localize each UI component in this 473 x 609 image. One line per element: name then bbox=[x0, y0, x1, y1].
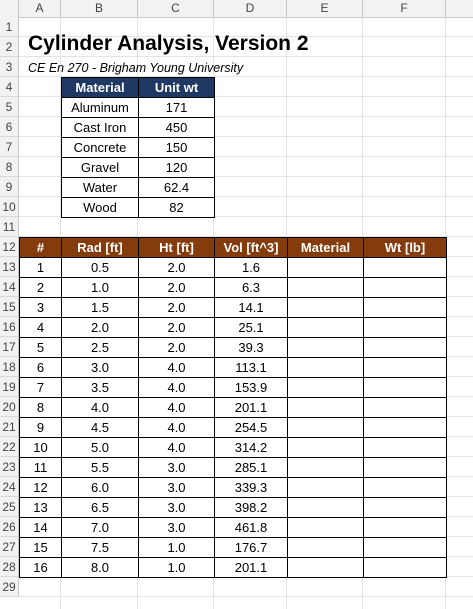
row-header-9[interactable]: 9 bbox=[0, 177, 19, 197]
cylinder-table-cell[interactable] bbox=[363, 337, 447, 358]
cylinder-table-header[interactable]: Vol [ft^3] bbox=[214, 237, 288, 258]
cylinder-table-cell[interactable]: 25.1 bbox=[214, 317, 288, 338]
cylinder-table-cell[interactable]: 14 bbox=[19, 517, 62, 538]
cylinder-table-cell[interactable]: 339.3 bbox=[214, 477, 288, 498]
row-header-1[interactable]: 1 bbox=[0, 17, 19, 37]
gridline-horizontal bbox=[19, 596, 473, 597]
row-header-18[interactable]: 18 bbox=[0, 357, 19, 377]
column-header-c[interactable]: C bbox=[138, 0, 214, 17]
cylinder-table-cell[interactable]: 15 bbox=[19, 537, 62, 558]
row-header-28[interactable]: 28 bbox=[0, 557, 19, 577]
cylinder-table-cell[interactable]: 3.0 bbox=[138, 497, 215, 518]
material-table-cell[interactable]: Gravel bbox=[61, 157, 139, 178]
cylinder-table-cell[interactable] bbox=[287, 497, 364, 518]
cylinder-table-cell[interactable]: 314.2 bbox=[214, 437, 288, 458]
cylinder-table-cell[interactable]: 6.3 bbox=[214, 277, 288, 298]
column-header-d[interactable]: D bbox=[214, 0, 287, 17]
cylinder-table-cell[interactable]: 39.3 bbox=[214, 337, 288, 358]
cylinder-table-cell[interactable]: 12 bbox=[19, 477, 62, 498]
cylinder-table-header[interactable]: # bbox=[19, 237, 62, 258]
cylinder-table-cell[interactable]: 3.5 bbox=[61, 377, 139, 398]
cylinder-table-cell[interactable]: 113.1 bbox=[214, 357, 288, 378]
cylinder-table-cell[interactable] bbox=[363, 317, 447, 338]
cylinder-table-cell[interactable] bbox=[363, 277, 447, 298]
cylinder-table-cell[interactable]: 2.5 bbox=[61, 337, 139, 358]
row-header-10[interactable]: 10 bbox=[0, 197, 19, 217]
cylinder-table-cell[interactable]: 254.5 bbox=[214, 417, 288, 438]
cylinder-table-cell[interactable]: 16 bbox=[19, 557, 62, 578]
cylinder-table-cell[interactable]: 3.0 bbox=[61, 357, 139, 378]
cylinder-table-cell[interactable]: 5.5 bbox=[61, 457, 139, 478]
cylinder-table-cell[interactable] bbox=[287, 537, 364, 558]
row-header-19[interactable]: 19 bbox=[0, 377, 19, 397]
cylinder-table-cell[interactable]: 8 bbox=[19, 397, 62, 418]
row-header-2[interactable]: 2 bbox=[0, 37, 19, 57]
cylinder-table-cell[interactable] bbox=[287, 337, 364, 358]
row-header-11[interactable]: 11 bbox=[0, 217, 19, 237]
row-header-25[interactable]: 25 bbox=[0, 497, 19, 517]
gridline-horizontal bbox=[19, 56, 473, 57]
cylinder-table-cell[interactable] bbox=[363, 557, 447, 578]
cylinder-table-cell[interactable] bbox=[287, 557, 364, 578]
cylinder-table-cell[interactable] bbox=[287, 257, 364, 278]
sheet-subtitle[interactable]: CE En 270 - Brigham Young University bbox=[28, 61, 244, 75]
cylinder-table-cell[interactable]: 9 bbox=[19, 417, 62, 438]
cylinder-table-cell[interactable]: 1.0 bbox=[138, 557, 215, 578]
cylinder-table-cell[interactable] bbox=[287, 377, 364, 398]
cylinder-table-cell[interactable]: 7.5 bbox=[61, 537, 139, 558]
cylinder-table-cell[interactable] bbox=[287, 457, 364, 478]
cylinder-table-cell[interactable]: 1.5 bbox=[61, 297, 139, 318]
cylinder-table-header[interactable]: Ht [ft] bbox=[138, 237, 215, 258]
material-table-cell[interactable]: 171 bbox=[138, 97, 215, 118]
cylinder-table-cell[interactable] bbox=[363, 257, 447, 278]
material-table-cell[interactable]: 120 bbox=[138, 157, 215, 178]
material-table-cell[interactable]: 450 bbox=[138, 117, 215, 138]
cylinder-table-cell[interactable]: 3.0 bbox=[138, 457, 215, 478]
cylinder-table-cell[interactable]: 2.0 bbox=[138, 257, 215, 278]
cylinder-table-cell[interactable]: 2.0 bbox=[138, 337, 215, 358]
row-header-6[interactable]: 6 bbox=[0, 117, 19, 137]
row-header-22[interactable]: 22 bbox=[0, 437, 19, 457]
cylinder-table-cell[interactable]: 461.8 bbox=[214, 517, 288, 538]
cylinder-table-cell[interactable]: 2.0 bbox=[138, 277, 215, 298]
cylinder-table-cell[interactable]: 5 bbox=[19, 337, 62, 358]
row-header-20[interactable]: 20 bbox=[0, 397, 19, 417]
material-table-cell[interactable]: Concrete bbox=[61, 137, 139, 158]
cylinder-table-header[interactable]: Material bbox=[287, 237, 364, 258]
column-header-a[interactable]: A bbox=[19, 0, 61, 17]
cylinder-table-cell[interactable]: 2.0 bbox=[138, 297, 215, 318]
row-header-14[interactable]: 14 bbox=[0, 277, 19, 297]
cylinder-table-cell[interactable] bbox=[287, 437, 364, 458]
cylinder-table-cell[interactable]: 1.6 bbox=[214, 257, 288, 278]
cylinder-table-cell[interactable]: 8.0 bbox=[61, 557, 139, 578]
row-header-5[interactable]: 5 bbox=[0, 97, 19, 117]
cylinder-table-cell[interactable] bbox=[287, 357, 364, 378]
row-header-3[interactable]: 3 bbox=[0, 57, 19, 77]
cylinder-table-cell[interactable]: 176.7 bbox=[214, 537, 288, 558]
cylinder-table-cell[interactable] bbox=[287, 397, 364, 418]
cylinder-table-cell[interactable]: 4.0 bbox=[61, 397, 139, 418]
column-header-b[interactable]: B bbox=[61, 0, 138, 17]
material-table-cell[interactable]: 82 bbox=[138, 197, 215, 218]
cylinder-table-cell[interactable]: 14.1 bbox=[214, 297, 288, 318]
cylinder-table-cell[interactable] bbox=[363, 537, 447, 558]
cylinder-table-cell[interactable]: 1 bbox=[19, 257, 62, 278]
material-table-cell[interactable]: 62.4 bbox=[138, 177, 215, 198]
cylinder-table-cell[interactable]: 6 bbox=[19, 357, 62, 378]
material-table-header[interactable]: Unit wt bbox=[138, 77, 215, 98]
cylinder-table-cell[interactable]: 4.0 bbox=[138, 417, 215, 438]
column-header-e[interactable]: E bbox=[287, 0, 363, 17]
sheet-title[interactable]: Cylinder Analysis, Version 2 bbox=[28, 32, 309, 55]
cylinder-table-cell[interactable]: 4.0 bbox=[138, 437, 215, 458]
row-header-24[interactable]: 24 bbox=[0, 477, 19, 497]
cylinder-table-cell[interactable] bbox=[287, 517, 364, 538]
cylinder-table-cell[interactable] bbox=[363, 397, 447, 418]
row-header-13[interactable]: 13 bbox=[0, 257, 19, 277]
cylinder-table-cell[interactable]: 153.9 bbox=[214, 377, 288, 398]
cylinder-table-cell[interactable]: 4.5 bbox=[61, 417, 139, 438]
material-table-cell[interactable]: Water bbox=[61, 177, 139, 198]
cylinder-table-cell[interactable] bbox=[363, 497, 447, 518]
material-table-cell[interactable]: Cast Iron bbox=[61, 117, 139, 138]
row-header-21[interactable]: 21 bbox=[0, 417, 19, 437]
cylinder-table-cell[interactable] bbox=[287, 477, 364, 498]
cylinder-table-cell[interactable] bbox=[363, 357, 447, 378]
cylinder-table-cell[interactable]: 6.5 bbox=[61, 497, 139, 518]
material-table-cell[interactable]: Aluminum bbox=[61, 97, 139, 118]
row-header-26[interactable]: 26 bbox=[0, 517, 19, 537]
row-header-23[interactable]: 23 bbox=[0, 457, 19, 477]
cylinder-table-cell[interactable]: 3 bbox=[19, 297, 62, 318]
material-table-cell[interactable]: 150 bbox=[138, 137, 215, 158]
row-header-12[interactable]: 12 bbox=[0, 237, 19, 257]
cylinder-table-cell[interactable]: 1.0 bbox=[138, 537, 215, 558]
cylinder-table-cell[interactable] bbox=[287, 277, 364, 298]
cylinder-table-header[interactable]: Rad [ft] bbox=[61, 237, 139, 258]
cylinder-table-cell[interactable]: 10 bbox=[19, 437, 62, 458]
select-all-corner[interactable] bbox=[0, 0, 19, 17]
cylinder-table-cell[interactable] bbox=[363, 437, 447, 458]
cylinder-table-cell[interactable]: 2.0 bbox=[61, 317, 139, 338]
cylinder-table-cell[interactable]: 6.0 bbox=[61, 477, 139, 498]
cylinder-table-cell[interactable]: 0.5 bbox=[61, 257, 139, 278]
cylinder-table-cell[interactable]: 2 bbox=[19, 277, 62, 298]
cylinder-table-cell[interactable] bbox=[287, 417, 364, 438]
cylinder-table-cell[interactable] bbox=[363, 477, 447, 498]
cylinder-table-cell[interactable]: 1.0 bbox=[61, 277, 139, 298]
cylinder-table-cell[interactable]: 7.0 bbox=[61, 517, 139, 538]
cylinder-table-cell[interactable]: 5.0 bbox=[61, 437, 139, 458]
cylinder-table-cell[interactable]: 285.1 bbox=[214, 457, 288, 478]
cylinder-table-cell[interactable]: 201.1 bbox=[214, 557, 288, 578]
material-table-header[interactable]: Material bbox=[61, 77, 139, 98]
cylinder-table-cell[interactable]: 3.0 bbox=[138, 517, 215, 538]
row-header-15[interactable]: 15 bbox=[0, 297, 19, 317]
row-header-4[interactable]: 4 bbox=[0, 77, 19, 97]
cylinder-table-cell[interactable] bbox=[363, 517, 447, 538]
cylinder-table-cell[interactable] bbox=[363, 457, 447, 478]
cylinder-table-cell[interactable] bbox=[363, 417, 447, 438]
row-header-27[interactable]: 27 bbox=[0, 537, 19, 557]
cylinder-table-cell[interactable]: 11 bbox=[19, 457, 62, 478]
cylinder-table-cell[interactable] bbox=[287, 297, 364, 318]
cylinder-table-cell[interactable] bbox=[363, 377, 447, 398]
cylinder-table-cell[interactable]: 4.0 bbox=[138, 357, 215, 378]
cylinder-table-cell[interactable]: 4.0 bbox=[138, 377, 215, 398]
cylinder-table-cell[interactable]: 2.0 bbox=[138, 317, 215, 338]
cylinder-table-cell[interactable]: 4 bbox=[19, 317, 62, 338]
column-header-f[interactable]: F bbox=[363, 0, 446, 17]
cylinder-table-cell[interactable] bbox=[363, 297, 447, 318]
row-header-29[interactable]: 29 bbox=[0, 577, 19, 597]
row-header-17[interactable]: 17 bbox=[0, 337, 19, 357]
cylinder-table-cell[interactable]: 3.0 bbox=[138, 477, 215, 498]
cylinder-table-cell[interactable]: 4.0 bbox=[138, 397, 215, 418]
row-header-7[interactable]: 7 bbox=[0, 137, 19, 157]
cylinder-table-cell[interactable]: 7 bbox=[19, 377, 62, 398]
cylinder-table-cell[interactable]: 13 bbox=[19, 497, 62, 518]
cylinder-table-cell[interactable]: 201.1 bbox=[214, 397, 288, 418]
material-table-cell[interactable]: Wood bbox=[61, 197, 139, 218]
row-header-16[interactable]: 16 bbox=[0, 317, 19, 337]
cylinder-table-header[interactable]: Wt [lb] bbox=[363, 237, 447, 258]
cylinder-table-cell[interactable] bbox=[287, 317, 364, 338]
row-header-8[interactable]: 8 bbox=[0, 157, 19, 177]
cylinder-table-cell[interactable]: 398.2 bbox=[214, 497, 288, 518]
